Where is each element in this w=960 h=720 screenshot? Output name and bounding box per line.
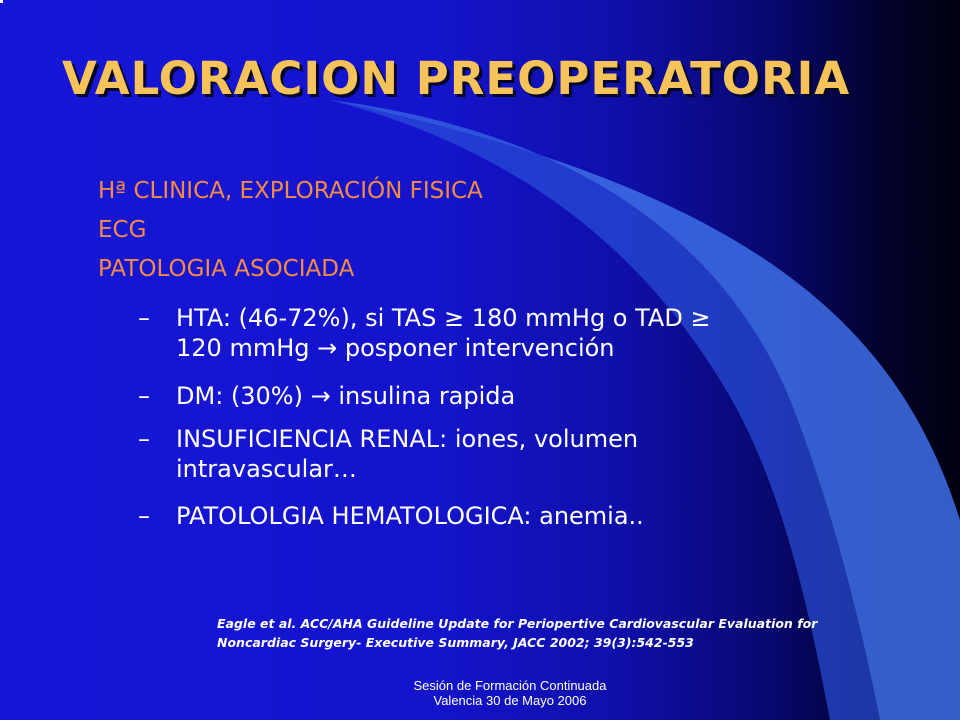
footer-line-2: Valencia 30 de Mayo 2006 (433, 693, 587, 708)
dash-marker: – (138, 304, 150, 332)
slide-title: VALORACION PREOPERATORIA (62, 52, 851, 105)
dash-marker: – (138, 425, 150, 453)
subitem-hematologic (138, 501, 838, 531)
subitem-dm (138, 381, 838, 411)
subitem-hta-line-1: HTA: (46-72%), si TAS ≥ 180 mmHg o TAD ≥ (176, 304, 711, 332)
slide-footer (330, 678, 690, 708)
corner-dot (0, 0, 3, 3)
subitem-hematologic-line-1: PATOLOLGIA HEMATOLOGICA: anemia.. (176, 502, 644, 530)
reference-line-2: Noncardiac Surgery- Executive Summary, JACC 2002; 39(3):542-553 (217, 635, 694, 650)
subitem-hta-line-2: 120 mmHg → posponer intervención (176, 334, 615, 362)
dash-marker: – (138, 382, 150, 410)
bullet-ecg: ECG (98, 217, 147, 243)
reference-line-1: Eagle et al. ACC/AHA Guideline Update for Periopertive Cardiovascular Evaluation for (217, 616, 818, 631)
dash-marker: – (138, 502, 150, 530)
footer-line-1: Sesión de Formación Continuada (413, 678, 607, 693)
subitem-hta (138, 303, 838, 363)
subitem-dm-line-1: DM: (30%) → insulina rapida (176, 382, 516, 410)
subitem-renal-line-2: intravascular… (176, 455, 357, 483)
subitem-renal (138, 424, 838, 484)
subitem-renal-line-1: INSUFICIENCIA RENAL: iones, volumen (176, 425, 639, 453)
reference-citation (217, 614, 897, 652)
bullet-associated-pathology: PATOLOGIA ASOCIADA (98, 256, 355, 282)
bullet-clinical-history: Hª CLINICA, EXPLORACIÓN FISICA (98, 178, 483, 204)
